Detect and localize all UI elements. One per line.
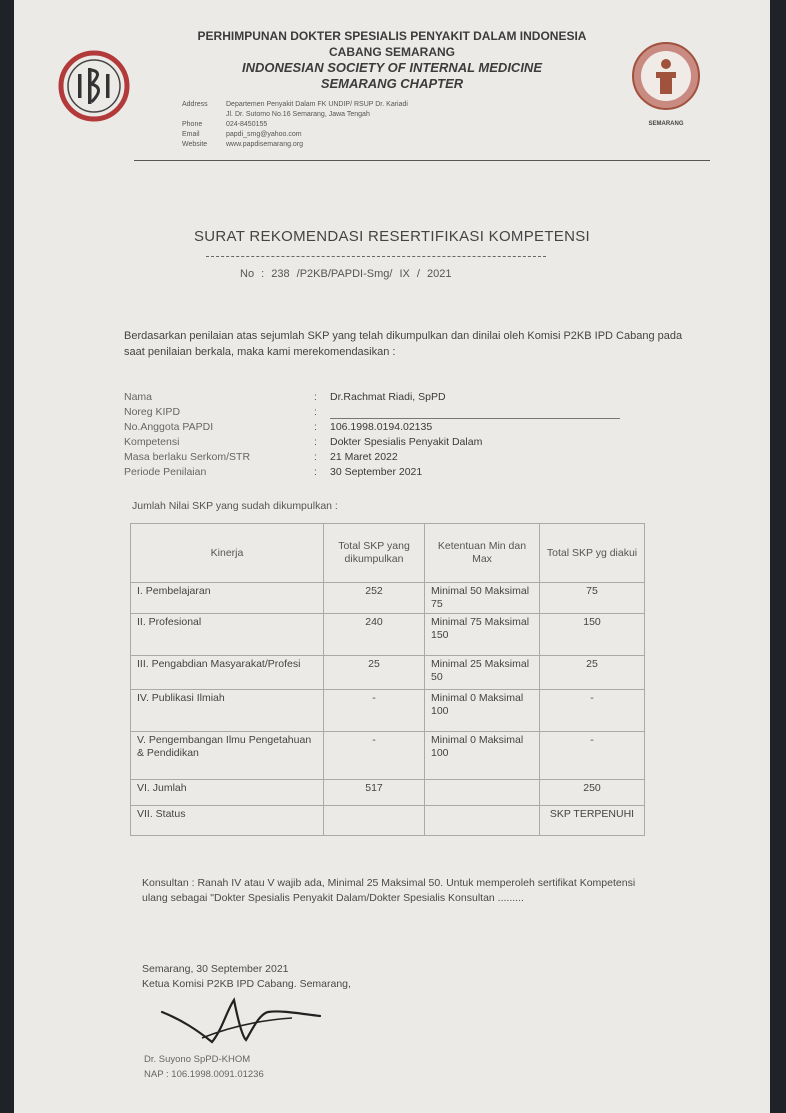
signer-block [144, 1052, 264, 1082]
field-row-nama: Nama : Dr.Rachmat Riadi, SpPD [124, 391, 446, 403]
table-row: I. Pembelajaran 252 Minimal 50 Maksimal 75 75 [131, 583, 645, 614]
org-name: PERHIMPUNAN DOKTER SPESIALIS PENYAKIT DALAM INDONESIA [197, 29, 587, 43]
closing-block [142, 962, 351, 992]
header-total: Total SKP yang dikumpulkan [324, 524, 425, 583]
letter-page [14, 0, 770, 1113]
field-row-anggota: No.Anggota PAPDI : 106.1998.0194.02135 [124, 421, 433, 433]
table-row: II. Profesional 240 Minimal 75 Maksimal 150 150 [131, 614, 645, 656]
table-row: V. Pengembangan Ilmu Pengetahuan & Pendidikan - Minimal 0 Maksimal 100 - [131, 732, 645, 780]
contact-row: Address Departemen Penyakit Dalam FK UNDIP/ RSUP Dr. Kariadi [182, 101, 408, 108]
document-title: SURAT REKOMENDASI RESERTIFIKASI KOMPETENSI [193, 228, 590, 245]
contact-block [182, 100, 408, 150]
skp-table [130, 523, 645, 836]
konsultan-note: Konsultan : Ranah IV atau V wajib ada, Minimal 25 Maksimal 50. Untuk memperoleh sertifikat Kompetensi ulang sebagai "Dokter Spesialis Penyakit Dalam/Dokter Spesialis Konsultan ......... [142, 877, 636, 904]
header-kinerja: Kinerja [131, 524, 324, 583]
papdi-logo-icon [630, 40, 702, 116]
table-row: VI. Jumlah 517 250 [131, 780, 645, 806]
header-diakui: Total SKP yg diakui [540, 524, 645, 583]
logo-caption: SEMARANG [648, 121, 684, 127]
english-chapter: SEMARANG CHAPTER [320, 76, 464, 91]
field-row-masa-berlaku: Masa berlaku Serkom/STR : 21 Maret 2022 [124, 451, 398, 463]
intro-paragraph: Berdasarkan penilaian atas sejumlah SKP yang telah dikumpulkan dan dinilai oleh Komisi P2KB IPD Cabang pada saat penilaian berkala, maka kami merekomendasikan : [124, 330, 683, 358]
english-org-name: INDONESIAN SOCIETY OF INTERNAL MEDICINE [242, 60, 542, 75]
header-ketentuan: Ketentuan Min dan Max [425, 524, 540, 583]
signature-icon [142, 990, 342, 1060]
contact-row: Email papdi_smg@yahoo.com [182, 131, 302, 138]
branch-name: CABANG SEMARANG [329, 45, 455, 59]
title-underline [206, 256, 546, 257]
contact-row: Jl. Dr. Sutomo No.16 Semarang, Jawa Tengah [226, 111, 370, 118]
field-row-noreg: Noreg KIPD : [124, 405, 620, 420]
place-date: Semarang, 30 September 2021 [142, 963, 289, 975]
letterhead-divider [134, 160, 710, 161]
table-row: VII. Status SKP TERPENUHI [131, 806, 645, 836]
signer-nip: NAP : 106.1998.0091.01236 [144, 1069, 264, 1080]
jumlah-label: Jumlah Nilai SKP yang sudah dikumpulkan : [132, 500, 338, 512]
signer-name: Dr. Suyono SpPD-KHOM [144, 1054, 251, 1065]
contact-row: Phone 024-8450155 [182, 121, 268, 128]
field-row-kompetensi: Kompetensi : Dokter Spesialis Penyakit Dalam [124, 436, 483, 448]
recipient-fields [124, 390, 620, 480]
signer-role: Ketua Komisi P2KB IPD Cabang. Semarang, [142, 978, 351, 990]
contact-row: Website www.papdisemarang.org [182, 141, 304, 148]
table-row: III. Pengabdian Masyarakat/Profesi 25 Minimal 25 Maksimal 50 25 [131, 656, 645, 690]
table-header-row [131, 524, 645, 583]
papdi-semarang-logo [630, 40, 702, 130]
field-row-periode: Periode Penilaian : 30 September 2021 [124, 466, 423, 478]
table-row: IV. Publikasi Ilmiah - Minimal 0 Maksimal 100 - [131, 690, 645, 732]
letter-number: No : 238 /P2KB/PAPDI-Smg/ IX / 2021 [240, 268, 452, 280]
